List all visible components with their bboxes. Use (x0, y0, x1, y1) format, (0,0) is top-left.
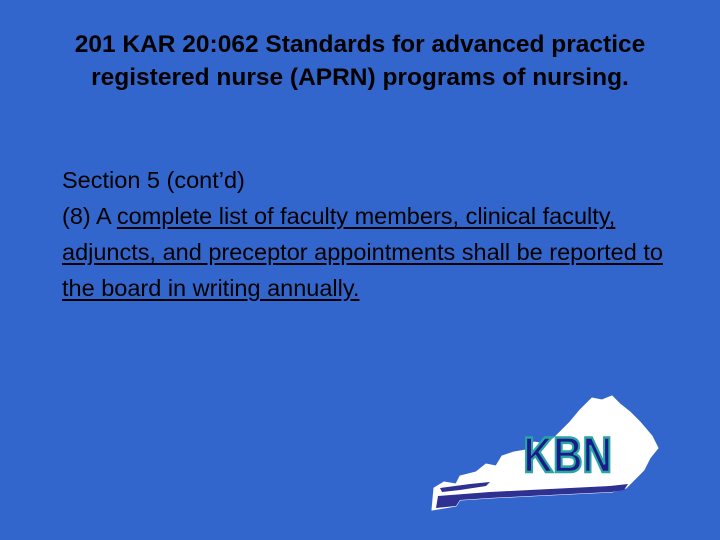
slide-body (62, 162, 692, 306)
item-underlined-text: complete list of faculty members, clinical faculty, adjuncts, and preceptor appointments shall be reported to the board in writing annually. (62, 203, 663, 301)
slide-title: 201 KAR 20:062 Standards for advanced practice registered nurse (APRN) programs of nursing. (74, 31, 646, 91)
kbn-logo (430, 392, 660, 514)
kbn-text: KBN (523, 427, 613, 483)
kbn-letters (523, 427, 612, 483)
section-heading: Section 5 (cont’d) (62, 167, 245, 193)
item-8 (62, 198, 692, 306)
item-prefix: (8) A (62, 203, 117, 229)
kentucky-map-icon (430, 392, 660, 514)
